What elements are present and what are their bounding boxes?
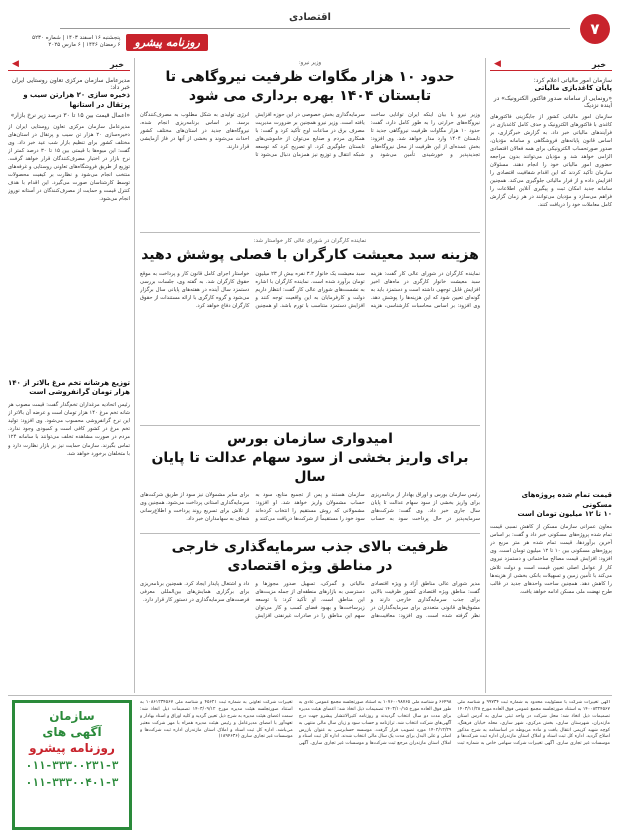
story-workers bbox=[140, 236, 480, 421]
masthead bbox=[8, 32, 208, 52]
rule-3 bbox=[140, 533, 480, 534]
story-bourse bbox=[140, 430, 480, 530]
right-story1-headline: پایان کاغذبازی مالیاتی bbox=[534, 84, 612, 92]
ad-line-3: روزنامه پیشرو bbox=[29, 741, 115, 755]
story-bourse-headline-1: امیدواری سازمان بورس bbox=[227, 431, 393, 447]
section-title: اقتصادی bbox=[289, 12, 331, 23]
right-story1-subhead: «رونمایی از سامانه صدور فاکتور الکترونیک» در آینده نزدیک bbox=[493, 94, 612, 109]
right-story2-headline-2: ۱۰ تا ۱۲ میلیون تومان است bbox=[517, 510, 612, 519]
story-bourse-body: رئیس سازمان بورس و اوراق بهادار از برنامه‌ریزی برای واریز بخشی از سود سهام عدالت تا پایان سال جاری خبر داد. وی گفت: شرکت‌های سرمایه‌پذیر در حال پرداخت سود به حساب سازمان هستند و پس از تجمیع منابع، سود به حساب مشمولان واریز خواهد شد. او افزود: مشمولانی که روش مستقیم را انتخاب کرده‌اند سود خود را مستقیماً از شرکت‌ها دریافت می‌کنند و برای سایر مشمولان نیز سود از طریق شرکت‌های سرمایه‌گذاری استانی پرداخت می‌شود. همچنین وی از تلاش برای تسریع روند پرداخت و اطلاع‌رسانی شفاف به سهامداران خبر داد. bbox=[140, 491, 480, 522]
rule-2 bbox=[140, 425, 480, 426]
ad-line-2: آگهی های bbox=[42, 725, 102, 739]
right-column bbox=[490, 76, 612, 691]
right-column-header bbox=[490, 58, 612, 71]
left-story1-headline: ذخیره سازی ۲۰ هزارتن سیب و پرتقال در استانها bbox=[23, 91, 130, 109]
chevron-left-icon: ◀ bbox=[494, 59, 501, 69]
story-workers-body: نماینده کارگران در شورای عالی کار گفت: هزینه سبد معیشت خانوار کارگری در ماه‌های اخیر افزایش قابل توجهی داشته است و دستمزد باید به گونه‌ای تعیین شود که این هزینه‌ها را پوشش دهد. وی افزود: بر اساس محاسبات کارشناسی، هزینه سبد معیشت یک خانوار ۳.۳ نفره بیش از ۲۳ میلیون تومان برآورد شده است. نماینده کارگران با اشاره به نشست‌های شورای عالی کار گفت: انتظار داریم دولت و کارفرمایان به این واقعیت توجه کنند و افزایش دستمزد متناسب با تورم باشد. او همچنین خواستار اجرای کامل قانون کار و پرداخت به موقع حقوق کارگران شد. به گفته وی، جلسات بررسی دستمزد سال آینده در هفته‌های پایانی سال برگزار می‌شود و گروه کارگری با ارائه مستندات از حقوق کارگران دفاع خواهد کرد. bbox=[140, 270, 480, 310]
story-bourse-headline-2: برای واریز بخشی از سود سهام عدالت تا پایان سال bbox=[151, 449, 469, 485]
ad-phone-2: ۰۱۱-۳۳۳۰۰۴۰۱-۳ bbox=[25, 776, 119, 789]
ad-phone-1: ۰۱۱-۳۳۳۰۰۲۳۱-۳ bbox=[25, 759, 119, 772]
legal-notices bbox=[140, 700, 610, 830]
story-power bbox=[140, 58, 480, 228]
issue-line-2: ۶ رمضان ۱۴۴۶ | ۶ مارس ۲۰۲۵ bbox=[48, 42, 121, 48]
story-investment bbox=[140, 538, 480, 693]
right-column-header-label: خبر bbox=[591, 59, 606, 69]
left-column-header bbox=[8, 58, 130, 71]
left-story1-subhead: «اعمال قیمت بین ۱۵ تا ۳۰ درصد زیر نرخ بازار» bbox=[10, 111, 130, 119]
ad-line-1: سازمان bbox=[49, 709, 95, 723]
issue-line-1: پنجشنبه ۱۶ اسفند ۱۴۰۳ | شماره ۵۲۳۰ bbox=[32, 35, 121, 42]
newspaper-logo: روزنامه پیشرو bbox=[126, 34, 208, 51]
story-investment-headline-2: در مناطق ویژه اقتصادی bbox=[227, 557, 393, 574]
left-story2-body: رئیس اتحادیه مرغداران تخم‌گذار گفت: قیمت مصوب هر شانه تخم مرغ ۱۴۰ هزار تومان است و عرضه آن بالاتر از این نرخ گرانفروشی محسوب می‌شود. وی افزود: تولید تخم مرغ در کشور کافی است و کمبودی وجود ندارد. مردم در صورت مشاهده تخلف می‌توانند با سامانه ۱۲۴ تماس بگیرند. سازمان حمایت نیز بر بازار نظارت دارد و با متخلفان برخورد خواهد شد. bbox=[8, 402, 130, 457]
chevron-left-icon: ◀ bbox=[12, 59, 19, 69]
rule-4 bbox=[8, 695, 612, 696]
left-story1-kicker: مدیرعامل سازمان مرکزی تعاون روستایی ایران خبر داد: bbox=[11, 77, 130, 91]
right-story1-kicker: سازمان امور مالیاتی اعلام کرد: bbox=[533, 77, 612, 84]
left-story1-body: مدیرعامل سازمان مرکزی تعاون روستایی ایران از ذخیره‌سازی ۲۰ هزار تن سیب و پرتقال در استان‌های مختلف کشور برای تنظیم بازار شب عید خبر داد. وی گفت: این میوه‌ها با قیمتی بین ۱۵ تا ۳۰ درصد کمتر از نرخ بازار در اختیار مصرف‌کنندگان قرار خواهد گرفت. توزیع از طریق فروشگاه‌های تعاونی روستایی و غرفه‌های منتخب انجام می‌شود و نظارت بر کیفیت محصولات توسط کارشناسان صورت می‌گیرد. این اقدام با هدف کنترل قیمت و حمایت از مصرف‌کنندگان در آستانه نوروز انجام می‌شود. bbox=[8, 123, 130, 203]
story-investment-headline-1: ظرفیت بالای جذب سرمایه‌گذاری خارجی bbox=[171, 539, 449, 555]
story-power-headline: حدود ۱۰ هزار مگاوات ظرفیت نیروگاهی تا تابستان ۱۴۰۴ بهره برداری می شود bbox=[165, 69, 455, 104]
issue-info bbox=[32, 35, 120, 49]
story-workers-kicker: نماینده کارگران در شورای عالی کار خواستار شد: bbox=[253, 238, 367, 244]
left-story2-headline: توزیع هرشانه تخم مرغ بالاتر از ۱۴۰ هزار تومان گرانفروشی است bbox=[8, 378, 130, 397]
left-column-header-label: خبر bbox=[109, 59, 124, 69]
right-divider bbox=[485, 58, 486, 693]
page-number: ۷ bbox=[580, 14, 610, 44]
left-divider bbox=[134, 58, 135, 693]
right-story2-body: معاون عمرانی سازمان مسکن از کاهش نسبی قیمت تمام شده پروژه‌های مسکونی خبر داد و گفت: بر اساس آخرین برآوردها، قیمت تمام شده هر متر مربع در پروژه‌های مسکونی بین ۱۰ تا ۱۲ میلیون تومان است. وی افزود: افزایش قیمت مصالح ساختمانی و دستمزد نیروی کار از عوامل اصلی تعیین قیمت است و دولت تلاش می‌کند با تأمین زمین و تسهیلات بانکی بخشی از هزینه‌ها را کاهش دهد. همچنین ساخت واحدهای جدید در قالب طرح نهضت ملی مسکن ادامه خواهد یافت. bbox=[490, 524, 612, 595]
story-power-body: وزیر نیرو با بیان اینکه ایران توانایی ساخت نیروگاه‌های حرارتی را به طور کامل دارد، گفت: حدود ۱۰ هزار مگاوات ظرفیت نیروگاهی جدید تا تابستان ۱۴۰۴ وارد مدار خواهد شد. وی افزود: بخش عمده‌ای از این ظرفیت از محل نیروگاه‌های تجدیدپذیر و خورشیدی تأمین می‌شود و سرمایه‌گذاری بخش خصوصی در این حوزه افزایش یافته است. وزیر نیرو همچنین بر ضرورت مدیریت مصرف برق در ساعات اوج تأکید کرد و گفت: با همکاری مردم و صنایع می‌توان از خاموشی‌های تابستان جلوگیری کرد. او تصریح کرد که توسعه شبکه انتقال و توزیع نیز همزمان دنبال می‌شود تا انرژی تولیدی به شکل مطلوب به مصرف‌کنندگان برسد. بر اساس برنامه‌ریزی انجام شده، نیروگاه‌های جدید در استان‌های مختلف کشور احداث می‌شوند و بخشی از آنها در فاز آزمایشی قرار دارند. bbox=[140, 111, 480, 159]
advertising-box bbox=[12, 700, 132, 830]
right-story1-body: سازمان امور مالیاتی کشور از جایگزینی فاکتورهای کاغذی با فاکتورهای الکترونیک و حذف کامل کاغذبازی در فرآیندهای مالیاتی خبر داد. به گزارش خبرگزاری، بر اساس قانون پایانه‌های فروشگاهی و سامانه مؤدیان، صدور صورتحساب الکترونیکی برای همه فعالان اقتصادی الزامی خواهد شد و مؤدیان می‌توانند بدون مراجعه حضوری امور مالیاتی خود را انجام دهند. مسئولان سازمان تأکید کردند که این اقدام شفافیت اقتصادی را افزایش داده و از فرار مالیاتی جلوگیری می‌کند. همچنین سامانه جدید امکان ثبت و پیگیری آنلاین اطلاعات را فراهم می‌سازد و مؤدیان می‌توانند در هر زمان گزارش کامل معاملات خود را دریافت کنند. bbox=[490, 113, 612, 209]
story-workers-headline: هزینه سبد معیشت کارگران با فصلی پوشش دهید bbox=[141, 247, 479, 263]
rule-1 bbox=[140, 232, 480, 233]
right-story2-headline: قیمت تمام شده پروژه‌های مسکونی bbox=[521, 490, 612, 509]
legal-notices-text: آگهی تغییرات شرکت با مسئولیت محدود به شماره ثبت ۹۹۷۳۴ و شناسه ملی ۱۴۰۰۸۳۲۴۵۶۷ به استناد صورتجلسه مجمع عمومی فوق العاده مورخ ۱۴۰۳/۱۱/۲۸ تصمیمات ذیل اتخاذ شد: محل شرکت در واحد ثبتی ساری به آدرس استان مازندران، شهرستان ساری، بخش مرکزی، شهر ساری، محله خیابان فرهنگ، کوچه شهید کریمی انتقال یافت و ماده مربوطه در اساسنامه به شرح مذکور اصلاح گردید. اداره کل ثبت اسناد و املاک استان مازندران اداره ثبت شرکت‌ها و موسسات غیر تجاری ساری. آگهی تغییرات شرکت سهامی خاص به شماره ثبت ۶۶۴۹۸ و شناسه ملی ۱۰۷۶۰۰۹۸۷۶۵ به استناد صورتجلسه مجمع عمومی عادی به طور فوق العاده مورخ ۱۴۰۳/۱۰/۱۵ تصمیمات ذیل اتخاذ شد: اعضای هیئت مدیره برای مدت دو سال انتخاب گردیدند و روزنامه کثیرالانتشار پیشرو جهت درج آگهی‌های شرکت انتخاب شد. ترازنامه و حساب سود و زیان سال مالی منتهی به ۱۴۰۲/۱۲/۲۹ مورد تصویب قرار گرفت. موسسه حسابرسی به عنوان بازرس اصلی و علی البدل برای مدت یک سال مالی انتخاب شدند. اداره کل ثبت اسناد و املاک استان مازندران مرجع ثبت شرکت‌ها و موسسات غیر تجاری ساری. آگهی تغییرات شرکت تعاونی به شماره ثبت ۴۵۶۲۱ و شناسه ملی ۱۰۸۶۱۲۳۴۵۶۷ به استناد صورتجلسه هیئت مدیره مورخ ۱۴۰۳/۰۹/۱۲ تصمیمات ذیل اتخاذ شد: سمت اعضای هیئت مدیره به شرح ذیل تعیین گردید و کلیه اوراق و اسناد بهادار و تعهدآور با امضای مدیرعامل و رئیس هیئت مدیره همراه با مهر شرکت معتبر می‌باشد. اداره کل ثبت اسناد و املاک استان مازندران اداره ثبت شرکت‌ها و موسسات غیر تجاری ساری (۱۸۹۴۶۳۶) bbox=[140, 700, 610, 747]
section-rule bbox=[60, 28, 570, 29]
story-power-kicker: وزیر نیرو: bbox=[298, 60, 322, 66]
story-investment-body: مدیر شورای عالی مناطق آزاد و ویژه اقتصادی گفت: مناطق ویژه اقتصادی کشور ظرفیت بالایی برای جذب سرمایه‌گذاری خارجی دارند و مشوق‌های قانونی متعددی برای سرمایه‌گذاران در نظر گرفته شده است. وی افزود: معافیت‌های مالیاتی و گمرکی، تسهیل صدور مجوزها و دسترسی به بازارهای منطقه‌ای از جمله مزیت‌های این مناطق است. او تأکید کرد: با توسعه زیرساخت‌ها و بهبود فضای کسب و کار می‌توان سهم این مناطق را در صادرات غیرنفتی افزایش داد و اشتغال پایدار ایجاد کرد. همچنین برنامه‌ریزی برای برگزاری همایش‌های بین‌المللی معرفی فرصت‌های سرمایه‌گذاری در دستور کار قرار دارد. bbox=[140, 580, 480, 620]
left-column bbox=[8, 76, 130, 691]
